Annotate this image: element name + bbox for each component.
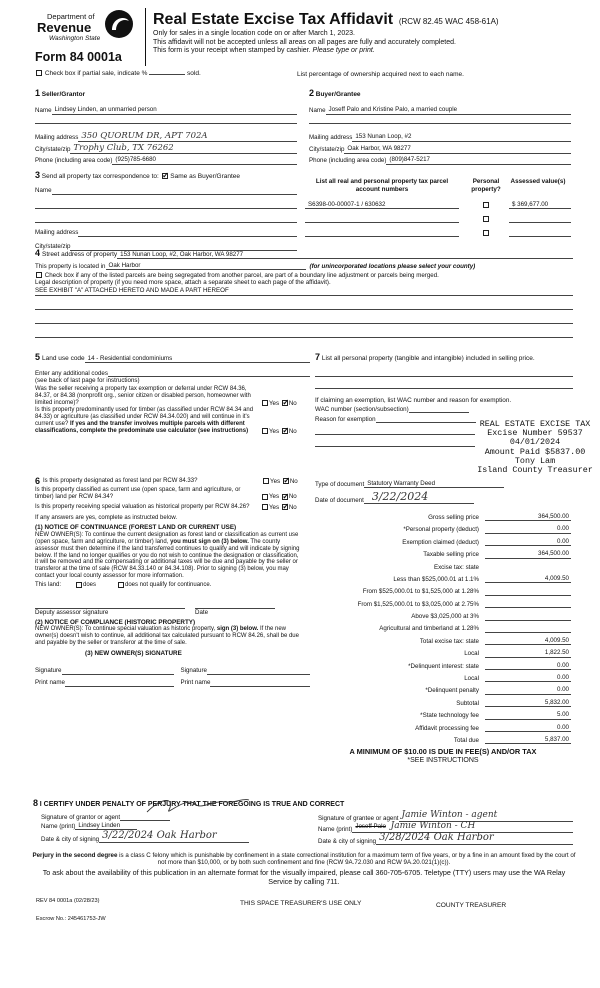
parcel-number-field[interactable] xyxy=(305,215,459,223)
does-not-checkbox[interactable] xyxy=(118,582,124,588)
grantor-name-label: Name (print) xyxy=(41,822,76,830)
tax-label: Excise tax: state xyxy=(433,563,479,571)
tax-row xyxy=(315,571,571,583)
tax-row xyxy=(315,534,571,546)
no-label: No xyxy=(288,493,297,501)
unincorporated-note: (for unincorporated locations please select your county) xyxy=(309,262,476,270)
exemption-note: If claiming an exemption, list WAC number and reason for exemption. xyxy=(315,396,512,404)
tax-label: *Personal property (deduct) xyxy=(403,526,479,534)
dept-line1: Department of xyxy=(47,12,95,21)
land-use-label: Land use code xyxy=(42,355,85,363)
q2-no-checkbox[interactable] xyxy=(282,428,288,434)
current-use-question: Is this property classified as current use (open space, farm and agriculture, or timber) land per RCW 84.34? xyxy=(35,486,241,500)
current-use-yes-checkbox[interactable] xyxy=(262,494,268,500)
assessed-value-field[interactable] xyxy=(509,215,571,223)
no-label: No xyxy=(288,427,297,435)
tax-row xyxy=(315,695,571,707)
answers-note: If any answers are yes, complete as instructed below. xyxy=(35,515,178,522)
owner-signature-field-2[interactable] xyxy=(207,667,310,675)
tax-value[interactable]: 0.00 xyxy=(485,538,571,546)
land-use-num: 5 xyxy=(35,352,41,363)
no-label: No xyxy=(288,399,297,407)
buyer-city-label: City/state/zip xyxy=(309,146,345,154)
partial-sale-sold: sold. xyxy=(187,70,201,77)
correspondence-section xyxy=(35,170,297,251)
tax-value[interactable]: 1,822.50 xyxy=(485,649,571,657)
exemption-question: Was the seller receiving a property tax exemption or deferral under RCW 84.36, 84.37, or 84.38 (nonprofit org., senior citizen or disabled person, homeowner with limited income)? xyxy=(35,386,251,407)
buyer-mailing-field[interactable]: 153 Nunan Loop, #2 xyxy=(352,133,571,141)
certify-text: I CERTIFY UNDER PENALTY OF PERJURY THAT THE FOREGOING IS TRUE AND CORRECT xyxy=(39,801,345,808)
tax-label: From $1,525,000.01 to $3,025,000 at 2.75% xyxy=(357,600,479,608)
yes-label: Yes xyxy=(269,399,280,407)
perjury-text: is a class C felony which is punishable by confinement in a state correctional institution for a maximum term of five years, or by a fine in an amount fixed by the court of not more than $10,000, or by both such confinement and fine (RCW 9A.72.030 and RCW 9A.20.021(1)(c)). xyxy=(119,852,576,867)
sig-label: Signature xyxy=(180,667,207,675)
tax-label: Total due xyxy=(453,736,479,744)
notice1-text-a: NEW OWNER(S): To continue the current designation as forest land or classification as current use (open space, farm and agriculture, or timber) land, xyxy=(35,531,299,545)
minimum-due-note: A MINIMUM OF $10.00 IS DUE IN FEE(S) AND/OR TAX xyxy=(349,747,537,757)
grantor-date-field[interactable]: 3/22/2024 Oak Harbor xyxy=(99,830,249,843)
header xyxy=(33,8,573,68)
parcels-col-accounts: List all real and personal property tax parcel account numbers xyxy=(315,178,449,193)
swoosh-logo-icon xyxy=(103,8,135,40)
tax-row xyxy=(315,720,571,732)
seller-heading: Seller/Grantor xyxy=(41,91,86,98)
notice-continuance-title: (1) NOTICE OF CONTINUANCE (FOREST LAND OR CURRENT USE) xyxy=(35,524,237,532)
tax-value[interactable]: 5.00 xyxy=(485,711,571,719)
tax-value[interactable]: 0.00 xyxy=(485,686,571,694)
owner-print-field-2[interactable] xyxy=(210,679,310,687)
grantee-sig-label: Signature of grantee or agent xyxy=(318,814,399,822)
notice-compliance-title: (2) NOTICE OF COMPLIANCE (HISTORIC PROPERTY) xyxy=(35,618,196,626)
deputy-date-label: Date xyxy=(195,609,209,617)
forest-yes-checkbox[interactable] xyxy=(263,478,269,484)
doc-date-field[interactable]: 3/22/2024 xyxy=(364,490,474,504)
tax-label: Gross selling price xyxy=(428,513,479,521)
q2-yes-checkbox[interactable] xyxy=(262,428,268,434)
partial-sale-checkbox[interactable] xyxy=(36,70,42,76)
land-use-section xyxy=(35,352,310,435)
grantee-name-label: Name (print) xyxy=(318,825,353,833)
treasurer-space-note: THIS SPACE TREASURER'S USE ONLY xyxy=(240,900,362,907)
tax-label: Affidavit processing fee xyxy=(415,724,479,732)
timber-question-bold: If yes and the transfer involves multiple parcels with different classifications, complete the predominate use calculator (see instructions) xyxy=(35,421,249,435)
yes-label: Yes xyxy=(269,493,280,501)
yes-label: Yes xyxy=(270,478,281,485)
segregated-label: Check box if any of the listed parcels are being segregated from another parcel, are part of a boundary line adjustment or parcels being merged. xyxy=(44,272,439,279)
located-label: This property is located in xyxy=(35,262,106,270)
tax-label: Exemption claimed (deduct) xyxy=(402,538,479,546)
tax-value[interactable]: 5,832.00 xyxy=(485,699,571,707)
buyer-mailing-label: Mailing address xyxy=(309,134,353,142)
tax-row xyxy=(315,546,571,558)
forest-no-checkbox[interactable] xyxy=(283,478,289,484)
tax-value[interactable]: 364,500.00 xyxy=(485,513,571,521)
tax-label: Above $3,025,000 at 3% xyxy=(411,613,479,621)
doc-date-label: Date of document xyxy=(315,496,364,504)
historic-no-checkbox[interactable] xyxy=(282,504,288,510)
parcel-row xyxy=(305,209,573,223)
parcel-row xyxy=(305,223,573,237)
section7-num: 7 xyxy=(315,352,321,362)
seller-mailing-field[interactable]: 350 QUORUM DR, APT 702A xyxy=(78,131,297,142)
same-as-buyer-label: Same as Buyer/Grantee xyxy=(170,173,241,180)
this-land-label: This land: xyxy=(35,582,62,589)
dept-line2: Revenue xyxy=(37,20,92,35)
tax-value[interactable]: 5,837.00 xyxy=(485,736,571,744)
header-note3-italic: Please type or print. xyxy=(312,47,375,54)
personal-property-checkbox[interactable] xyxy=(483,230,489,236)
tax-row xyxy=(315,645,571,657)
street-address-field[interactable]: 153 Nunan Loop, #2, Oak Harbor, WA 98277 xyxy=(117,251,573,259)
correspondence-text: Send all property tax correspondence to: xyxy=(41,173,159,180)
tax-row xyxy=(315,633,571,645)
stamp-treasurer-title: Island County Treasurer xyxy=(477,465,593,476)
grantor-sig-label: Signature of grantor or agent xyxy=(41,813,121,821)
buyer-name-field[interactable]: Joseff Palo and Kristine Palo, a married couple xyxy=(326,106,571,114)
wac-field[interactable] xyxy=(409,405,469,413)
corr-name-label: Name xyxy=(35,187,52,195)
stamp-date: 04/01/2024 xyxy=(509,437,561,448)
footer xyxy=(30,852,578,922)
owner-signature-field-1[interactable] xyxy=(62,667,175,675)
notice2-text-a: NEW OWNER(S): To continue special valuation as historic property, xyxy=(35,626,216,633)
seller-num: 1 xyxy=(35,88,41,98)
corr-name-field[interactable] xyxy=(52,187,297,195)
tax-row xyxy=(315,682,571,694)
buyer-section xyxy=(309,88,571,165)
tax-row xyxy=(315,559,571,571)
same-as-buyer-checkbox[interactable] xyxy=(162,173,168,179)
tax-row xyxy=(315,596,571,608)
parcels-col-personal: Personal property? xyxy=(471,178,501,193)
see-back-note: (see back of last page for instructions) xyxy=(35,377,140,384)
personal-property-checkbox[interactable] xyxy=(483,216,489,222)
does-label: does xyxy=(83,582,97,589)
yes-label: Yes xyxy=(269,427,280,435)
tax-value[interactable]: 0.00 xyxy=(485,674,571,682)
header-note3: This form is your receipt when stamped by cashier. xyxy=(153,47,311,54)
certify-section xyxy=(33,798,573,845)
header-divider xyxy=(145,8,146,66)
stamp-excise-number: Excise Number 59537 xyxy=(487,428,583,439)
grantee-signature-field[interactable]: Jamie Winton - agent xyxy=(399,810,574,822)
corr-city-label: City/state/zip xyxy=(35,243,71,251)
new-owner-sig-title: (3) NEW OWNER(S) SIGNATURE xyxy=(85,650,182,658)
escrow-number: Escrow No.: 245461753-JW xyxy=(36,916,106,922)
see-instructions-note: *SEE INSTRUCTIONS xyxy=(407,757,479,765)
no-label: No xyxy=(288,503,297,511)
treasurer-stamp xyxy=(470,420,600,475)
tax-label: Local xyxy=(464,675,479,683)
does-checkbox[interactable] xyxy=(76,582,82,588)
street-label: Street address of property xyxy=(42,251,118,259)
no-label: No xyxy=(289,478,298,485)
tax-row xyxy=(315,521,571,533)
tax-row xyxy=(315,509,571,521)
historic-question: Is this property receiving special valuation as historical property per RCW 84.26? xyxy=(35,503,250,510)
located-field[interactable]: Oak Harbor xyxy=(106,262,306,270)
sig-label: Signature xyxy=(35,667,62,675)
stamp-treasurer-name: Tony Lam xyxy=(514,455,556,466)
print-name-label: Print name xyxy=(35,679,65,687)
tax-value[interactable] xyxy=(485,632,571,633)
assessed-value-field[interactable]: $ 369,677.00 xyxy=(509,201,571,209)
header-note1: Only for sales in a single location code on or after March 1, 2023. xyxy=(153,30,355,37)
print-name-label: Print name xyxy=(180,679,211,687)
forest-question: Is this property designated as forest land per RCW 84.33? xyxy=(43,478,198,484)
partial-sale-label: Check box if partial sale, indicate % xyxy=(44,70,148,77)
section6-num: 6 xyxy=(35,476,41,486)
yes-label: Yes xyxy=(269,503,280,511)
tax-value[interactable]: 364,500.00 xyxy=(485,550,571,558)
corr-mailing-field[interactable] xyxy=(78,229,297,237)
form-title: Real Estate Excise Tax Affidavit xyxy=(153,11,394,28)
stamp-line1: REAL ESTATE EXCISE TAX xyxy=(479,419,591,429)
seller-mailing-label: Mailing address xyxy=(35,134,79,142)
seller-name-field[interactable]: Lindsey Linden, an unmarried person xyxy=(52,106,297,114)
tax-value[interactable] xyxy=(485,620,571,621)
tax-row xyxy=(315,621,571,633)
section-6 xyxy=(35,476,310,687)
document-info xyxy=(315,479,573,504)
wac-label: WAC number (section/subsection) xyxy=(315,405,409,413)
personal-property-text: List all personal property (tangible and intangible) included in selling price. xyxy=(321,355,535,362)
seller-city-label: City/state/zip xyxy=(35,146,71,154)
does-not-label: does not qualify for continuance. xyxy=(125,582,212,589)
land-use-code-field[interactable]: 14 - Residential condominiums xyxy=(85,355,310,363)
correspondence-num: 3 xyxy=(35,170,41,180)
legal-description-field[interactable]: SEE EXHIBIT "A" ATTACHED HERETO AND MADE A PART HEREOF xyxy=(35,287,573,296)
buyer-city-field[interactable]: Oak Harbor, WA 98277 xyxy=(344,145,571,153)
seller-city-field[interactable]: Trophy Club, TX 76262 xyxy=(70,143,297,154)
parcel-row xyxy=(305,193,573,209)
notice1-text-bold: you must sign on (3) below. xyxy=(170,538,249,545)
list-pct-note: List percentage of ownership acquired next to each name. xyxy=(297,71,464,78)
tax-value[interactable]: 0.00 xyxy=(485,525,571,533)
stamp-amount: Amount Paid $5837.00 xyxy=(484,446,586,457)
tax-value[interactable]: 0.00 xyxy=(485,724,571,732)
notice2-text-bold: sign (3) below. xyxy=(216,626,259,633)
tax-label: Local xyxy=(464,650,479,658)
grantee-date-label: Date & city of signing xyxy=(318,837,377,845)
reason-field[interactable] xyxy=(376,415,476,423)
doc-type-label: Type of document xyxy=(315,480,365,488)
owner-print-field-1[interactable] xyxy=(65,679,175,687)
seller-section xyxy=(35,88,297,165)
seller-name-label: Name xyxy=(35,107,52,115)
tax-label: Taxable selling price xyxy=(423,551,479,559)
county-treasurer-label: COUNTY TREASURER xyxy=(436,902,507,909)
tax-label: *Delinquent interest: state xyxy=(408,662,479,670)
reason-label: Reason for exemption xyxy=(315,415,376,423)
q1-no-checkbox[interactable] xyxy=(282,400,288,406)
tax-label: Total excise tax: state xyxy=(419,637,479,645)
tax-calculation xyxy=(315,509,571,766)
buyer-heading: Buyer/Grantee xyxy=(315,91,361,98)
additional-codes-label: Enter any additional codes xyxy=(35,369,108,377)
parcels-col-assessed: Assessed value(s) xyxy=(510,178,566,185)
parcels-table xyxy=(305,178,573,237)
tax-label: *Delinquent penalty xyxy=(425,687,479,695)
form-number: Form 84 0001a xyxy=(35,50,122,64)
tax-row xyxy=(315,670,571,682)
grantor-date-label: Date & city of signing xyxy=(41,835,100,843)
tax-row xyxy=(315,707,571,719)
buyer-phone-label: Phone (including area code) xyxy=(309,157,387,165)
tax-label: Less than $525,000.01 at 1.1% xyxy=(393,575,479,583)
certify-num: 8 xyxy=(33,798,39,808)
seller-phone-field[interactable]: (925)785-6680 xyxy=(112,156,297,164)
notice1-text-b: The county assessor must then determine if the land transferred continues to qualify and will indicate by signing below. If the land no longer qualifies or you do not wish to continue the designation or classification, it will be removed and the compensating or additional taxes will be due and payable by the seller or transferor at the time of sale (RCW 84.33.140 or 84.34.108). Prior to signing (3) below, you may contact your local county assessor for more information. xyxy=(35,538,300,580)
seller-phone-label: Phone (including area code) xyxy=(35,157,113,165)
segregated-checkbox[interactable] xyxy=(36,272,42,278)
buyer-phone-field[interactable]: (809)847-5217 xyxy=(386,156,571,164)
tax-value[interactable]: 4,009.50 xyxy=(485,637,571,645)
street-section xyxy=(35,248,573,338)
dept-line3: Washington State xyxy=(49,35,101,42)
tax-label: Agricultural and timberland at 1.28% xyxy=(379,625,479,633)
historic-yes-checkbox[interactable] xyxy=(262,504,268,510)
tax-row xyxy=(315,583,571,595)
assessed-value-field[interactable] xyxy=(509,229,571,237)
personal-property-checkbox[interactable] xyxy=(483,202,489,208)
dor-logo xyxy=(33,8,143,48)
street-num: 4 xyxy=(35,248,41,259)
header-note2: This affidavit will not be accepted unless all areas on all pages are fully and accurately completed. xyxy=(153,38,456,46)
parcel-number-field[interactable]: S6398-00-00007-1 / 630632 xyxy=(305,201,459,209)
current-use-no-checkbox[interactable] xyxy=(282,494,288,500)
buyer-name-label: Name xyxy=(309,107,326,115)
tax-label: *State technology fee xyxy=(420,712,479,720)
q1-yes-checkbox[interactable] xyxy=(262,400,268,406)
timber-question: Is this property predominantly used for timber (as classified under RCW 84.34 and 84.33) or agriculture (as classified under RCW 84.34.020) and will continue in it's current use? xyxy=(35,407,254,428)
parcel-number-field[interactable] xyxy=(305,229,459,237)
grantee-date-field[interactable]: 3/28/2024 Oak Harbor xyxy=(376,832,573,845)
partial-sale-pct-field[interactable] xyxy=(149,74,185,75)
tax-value[interactable] xyxy=(485,607,571,608)
additional-codes-field[interactable] xyxy=(108,369,310,377)
legal-description-label: Legal description of property (if you need more space, attach a separate sheet to each page of the affidavit). xyxy=(35,279,331,287)
corr-mailing-label: Mailing address xyxy=(35,229,79,237)
deputy-label: Deputy assessor signature xyxy=(35,609,109,617)
perjury-bold: Perjury in the second degree xyxy=(32,852,118,859)
form-statute: (RCW 82.45 WAC 458-61A) xyxy=(398,17,499,26)
doc-type-field[interactable]: Statutory Warranty Deed xyxy=(364,480,504,488)
tax-row xyxy=(315,608,571,620)
tax-row xyxy=(315,658,571,670)
grantor-signature-field[interactable] xyxy=(120,813,170,821)
tax-label: Subtotal xyxy=(456,699,479,707)
notice2-text-b: If the new owner(s) doesn't wish to continue, all additional tax calculated pursuant to RCW 84.26, shall be due and payable by the seller or transferor at the time of sale. xyxy=(35,626,299,647)
tax-value[interactable]: 4,009.50 xyxy=(485,575,571,583)
grantor-name-field[interactable]: Lindsey Linden xyxy=(75,822,137,830)
tax-label: From $525,000.01 to $1,525,000 at 1.28% xyxy=(362,588,479,596)
tax-row xyxy=(315,732,571,744)
tax-value[interactable] xyxy=(485,595,571,596)
buyer-num: 2 xyxy=(309,88,315,98)
grantee-name-struck: Joseff Palo xyxy=(355,823,386,831)
rev-number: REV 84 0001a (02/28/23) xyxy=(36,898,100,904)
alternate-format-note: To ask about the availability of this publication in an alternate format for the visually impaired, please call 360-705-6705. Teletype (TTY) users may use the WA Relay Service by calling 711. xyxy=(42,868,566,887)
grantee-name-handwritten: Jamie Winton - CH xyxy=(390,821,476,832)
tax-value[interactable]: 0.00 xyxy=(485,662,571,670)
